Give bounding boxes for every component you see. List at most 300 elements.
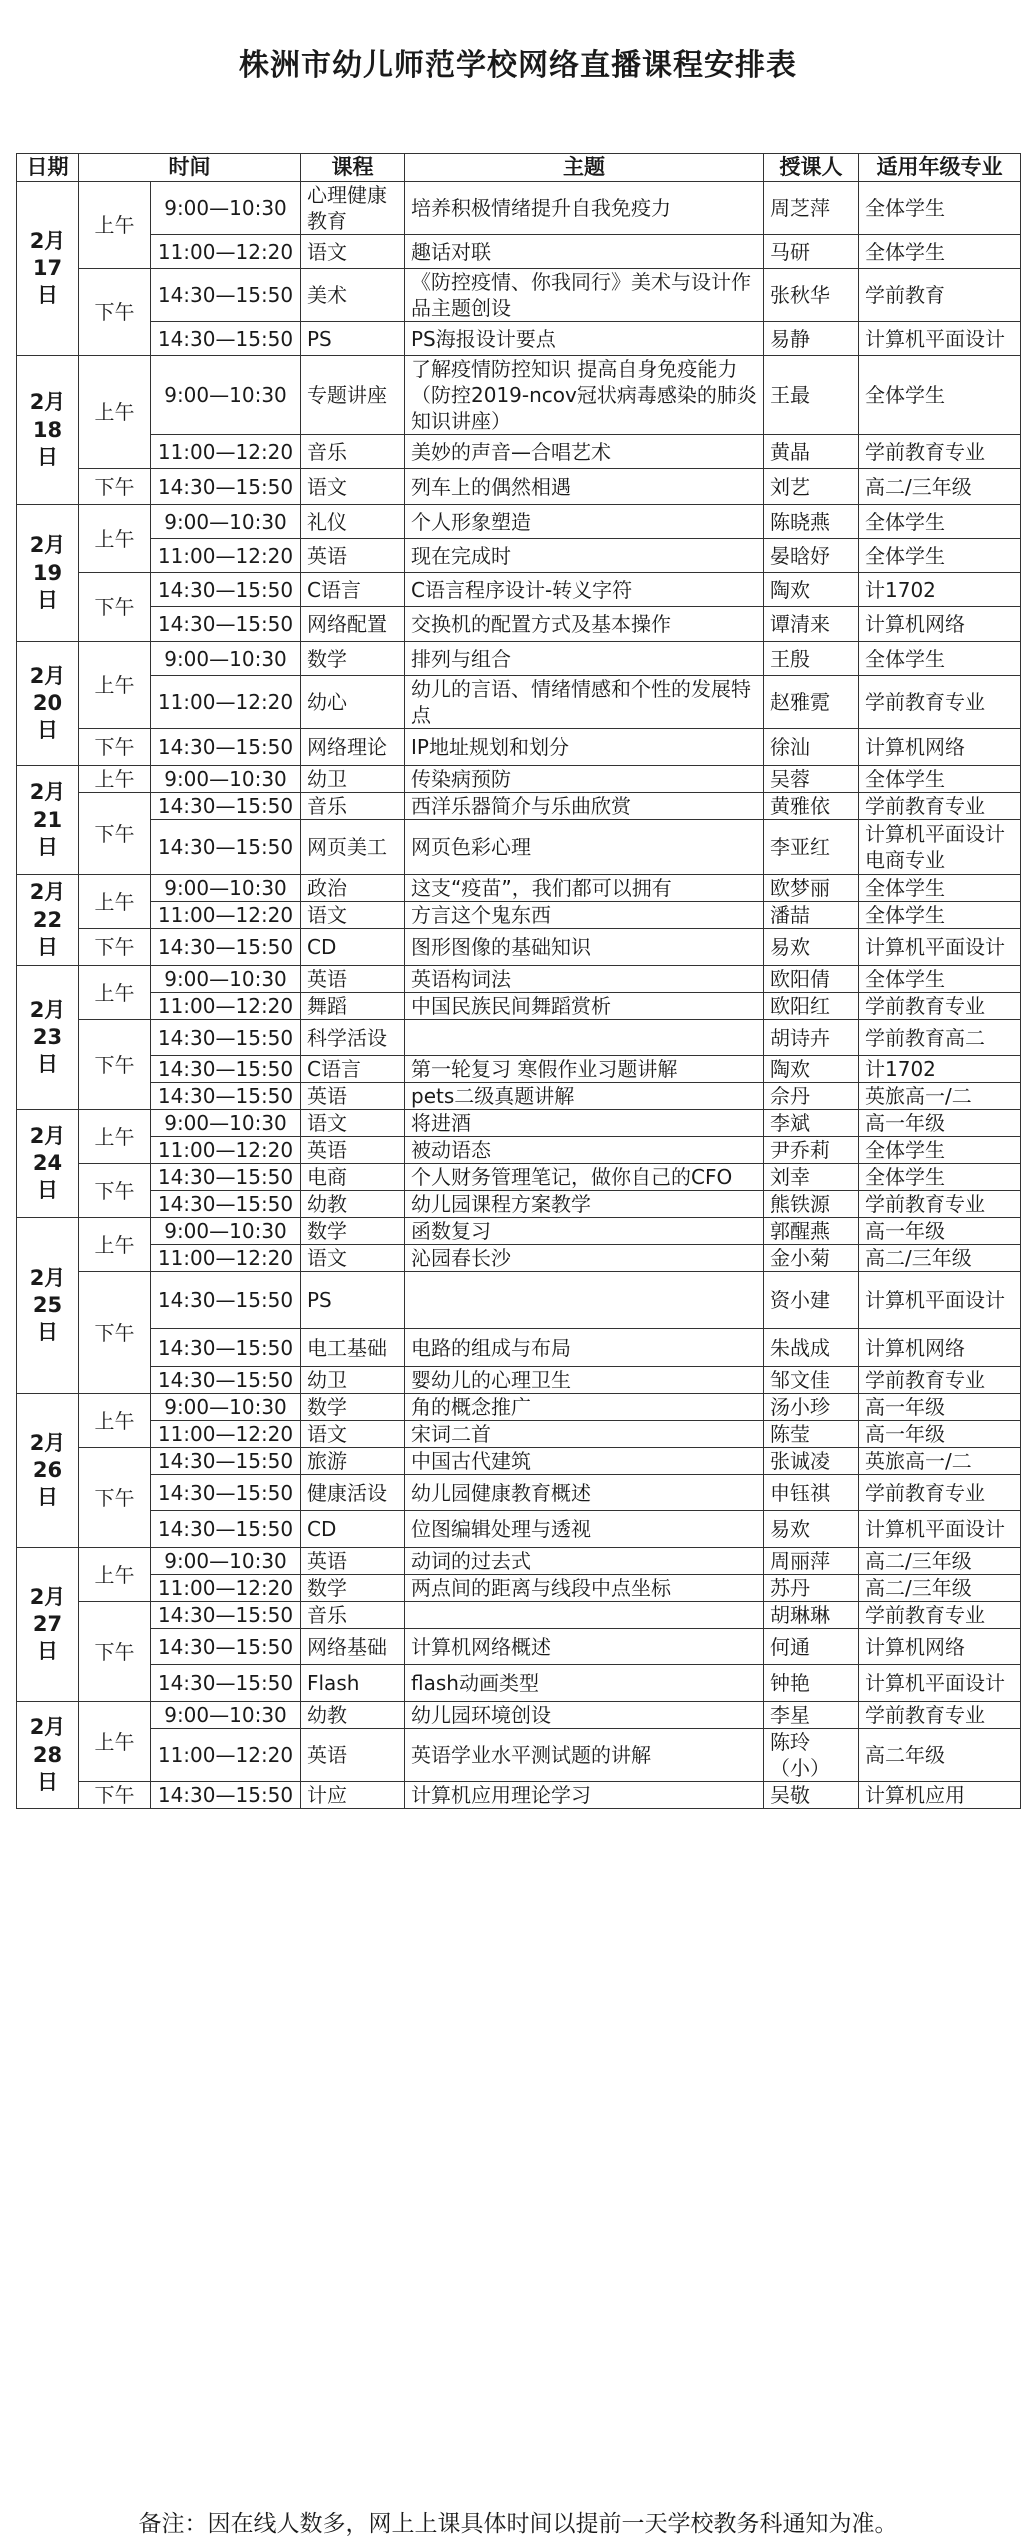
table-row [17, 1083, 1021, 1110]
period-cell: 下午 [79, 1272, 151, 1394]
period-cell: 上午 [79, 356, 151, 469]
course-cell: 礼仪 [301, 505, 405, 539]
date-line: 2月 [29, 997, 66, 1022]
date-line: 21 [32, 807, 63, 832]
date-line: 17 [32, 256, 63, 281]
teacher-cell: 陈晓燕 [764, 505, 859, 539]
grade-cell: 全体学生 [859, 1137, 1021, 1164]
date-line: 28 [32, 1742, 63, 1767]
time-cell: 14:30—15:50 [151, 1056, 301, 1083]
table-row [17, 573, 1021, 607]
teacher-cell: 郭醒燕 [764, 1218, 859, 1245]
grade-cell: 计算机平面设计 电商专业 [859, 820, 1021, 875]
topic-cell: 第一轮复习 寒假作业习题讲解 [405, 1056, 764, 1083]
time-cell: 9:00—10:30 [151, 875, 301, 902]
time-cell: 11:00—12:20 [151, 902, 301, 929]
date-line: 日 [37, 834, 58, 859]
grade-cell: 高一年级 [859, 1394, 1021, 1421]
time-cell: 14:30—15:50 [151, 1782, 301, 1809]
time-cell: 9:00—10:30 [151, 766, 301, 793]
topic-cell: 幼儿的言语、情绪情感和个性的发展特点 [405, 676, 764, 729]
course-cell: 健康活设 [301, 1475, 405, 1511]
teacher-cell: 胡琳琳 [764, 1602, 859, 1629]
course-cell: 语文 [301, 902, 405, 929]
time-cell: 14:30—15:50 [151, 573, 301, 607]
topic-cell: 这支“疫苗”，我们都可以拥有 [405, 875, 764, 902]
teacher-cell: 陈莹 [764, 1421, 859, 1448]
time-cell: 14:30—15:50 [151, 1511, 301, 1548]
teacher-cell: 李星 [764, 1702, 859, 1729]
time-cell: 14:30—15:50 [151, 729, 301, 766]
topic-cell: 美妙的声音—合唱艺术 [405, 435, 764, 469]
table-row [17, 322, 1021, 356]
grade-cell: 高一年级 [859, 1421, 1021, 1448]
time-cell: 14:30—15:50 [151, 322, 301, 356]
date-cell [17, 505, 79, 642]
table-row [17, 793, 1021, 820]
topic-cell: 宋词二首 [405, 1421, 764, 1448]
time-cell: 14:30—15:50 [151, 1367, 301, 1394]
date-line: 25 [32, 1293, 63, 1318]
course-cell: 美术 [301, 269, 405, 322]
topic-cell: 动词的过去式 [405, 1548, 764, 1575]
table-row [17, 966, 1021, 993]
table-row [17, 1448, 1021, 1475]
time-cell: 14:30—15:50 [151, 1475, 301, 1511]
date-cell [17, 642, 79, 766]
time-cell: 9:00—10:30 [151, 182, 301, 235]
time-cell: 14:30—15:50 [151, 1602, 301, 1629]
time-cell: 11:00—12:20 [151, 993, 301, 1020]
grade-cell: 全体学生 [859, 182, 1021, 235]
table-row [17, 1191, 1021, 1218]
time-cell: 14:30—15:50 [151, 1191, 301, 1218]
course-cell: 英语 [301, 1083, 405, 1110]
table-row [17, 435, 1021, 469]
table-row [17, 1629, 1021, 1665]
date-line: 日 [37, 1052, 58, 1077]
course-cell: 幼心 [301, 676, 405, 729]
time-cell: 14:30—15:50 [151, 793, 301, 820]
teacher-cell: 王最 [764, 356, 859, 435]
date-cell [17, 356, 79, 505]
date-line: 2月 [29, 228, 66, 253]
grade-cell: 全体学生 [859, 505, 1021, 539]
grade-cell: 高二/三年级 [859, 1548, 1021, 1575]
date-line: 日 [37, 1769, 58, 1794]
table-row [17, 1511, 1021, 1548]
course-cell: 语文 [301, 1110, 405, 1137]
teacher-cell: 黄晶 [764, 435, 859, 469]
date-cell [17, 875, 79, 966]
grade-cell: 学前教育专业 [859, 1367, 1021, 1394]
course-cell: 语文 [301, 1421, 405, 1448]
table-row [17, 1421, 1021, 1448]
grade-cell: 全体学生 [859, 1164, 1021, 1191]
date-line: 日 [37, 718, 58, 743]
period-cell: 上午 [79, 875, 151, 929]
period-cell: 下午 [79, 793, 151, 875]
teacher-cell: 王殷 [764, 642, 859, 676]
header-teacher: 授课人 [764, 154, 859, 182]
header-topic: 主题 [405, 154, 764, 182]
course-cell: 政治 [301, 875, 405, 902]
grade-cell: 学前教育专业 [859, 1602, 1021, 1629]
grade-cell: 学前教育高二 [859, 1020, 1021, 1056]
course-cell: 专题讲座 [301, 356, 405, 435]
topic-cell: 中国古代建筑 [405, 1448, 764, 1475]
grade-cell: 全体学生 [859, 356, 1021, 435]
grade-cell: 全体学生 [859, 966, 1021, 993]
period-cell: 上午 [79, 966, 151, 1020]
date-line: 2月 [29, 1715, 66, 1740]
course-cell: 数学 [301, 1575, 405, 1602]
teacher-cell: 张诚凌 [764, 1448, 859, 1475]
topic-cell: flash动画类型 [405, 1665, 764, 1702]
grade-cell: 全体学生 [859, 642, 1021, 676]
period-cell: 上午 [79, 505, 151, 573]
grade-cell: 全体学生 [859, 539, 1021, 573]
course-cell: 心理健康教育 [301, 182, 405, 235]
grade-cell: 学前教育专业 [859, 1702, 1021, 1729]
table-row [17, 929, 1021, 966]
period-cell: 下午 [79, 1164, 151, 1218]
grade-cell: 计1702 [859, 1056, 1021, 1083]
date-line: 2月 [29, 390, 66, 415]
table-row [17, 1782, 1021, 1809]
topic-cell: pets二级真题讲解 [405, 1083, 764, 1110]
grade-cell: 计1702 [859, 573, 1021, 607]
course-cell: 幼教 [301, 1191, 405, 1218]
time-cell: 14:30—15:50 [151, 1629, 301, 1665]
teacher-cell: 刘艺 [764, 469, 859, 505]
table-row [17, 766, 1021, 793]
time-cell: 9:00—10:30 [151, 1548, 301, 1575]
table-row [17, 1729, 1021, 1782]
time-cell: 14:30—15:50 [151, 820, 301, 875]
teacher-cell: 赵雅霓 [764, 676, 859, 729]
table-row [17, 1245, 1021, 1272]
teacher-cell: 钟艳 [764, 1665, 859, 1702]
course-cell: 语文 [301, 1245, 405, 1272]
grade-cell: 高二/三年级 [859, 1575, 1021, 1602]
topic-cell: 位图编辑处理与透视 [405, 1511, 764, 1548]
period-cell: 下午 [79, 1448, 151, 1548]
course-cell: 旅游 [301, 1448, 405, 1475]
topic-cell: 函数复习 [405, 1218, 764, 1245]
time-cell: 9:00—10:30 [151, 1110, 301, 1137]
time-cell: 11:00—12:20 [151, 435, 301, 469]
date-line: 日 [37, 283, 58, 308]
date-line: 27 [32, 1612, 63, 1637]
page-title: 株洲市幼儿师范学校网络直播课程安排表 [239, 48, 797, 83]
date-line: 24 [32, 1151, 63, 1176]
period-cell: 上午 [79, 1548, 151, 1602]
time-cell: 14:30—15:50 [151, 469, 301, 505]
grade-cell: 高一年级 [859, 1218, 1021, 1245]
table-row [17, 1602, 1021, 1629]
table-row [17, 356, 1021, 435]
course-cell: CD [301, 929, 405, 966]
teacher-cell: 徐汕 [764, 729, 859, 766]
time-cell: 14:30—15:50 [151, 1083, 301, 1110]
grade-cell: 计算机平面设计 [859, 1511, 1021, 1548]
grade-cell: 高一年级 [859, 1110, 1021, 1137]
time-cell: 14:30—15:50 [151, 1164, 301, 1191]
grade-cell: 学前教育专业 [859, 993, 1021, 1020]
course-cell: 电工基础 [301, 1329, 405, 1367]
course-cell: 网络配置 [301, 607, 405, 642]
table-row [17, 1137, 1021, 1164]
grade-cell: 全体学生 [859, 902, 1021, 929]
teacher-cell: 马研 [764, 235, 859, 269]
topic-cell: 交换机的配置方式及基本操作 [405, 607, 764, 642]
grade-cell: 全体学生 [859, 766, 1021, 793]
period-cell: 下午 [79, 269, 151, 356]
topic-cell: 趣话对联 [405, 235, 764, 269]
teacher-cell: 易欢 [764, 1511, 859, 1548]
course-cell: 幼卫 [301, 766, 405, 793]
teacher-cell: 李亚红 [764, 820, 859, 875]
table-row [17, 1218, 1021, 1245]
date-cell [17, 966, 79, 1110]
table-row [17, 902, 1021, 929]
topic-cell: C语言程序设计-转义字符 [405, 573, 764, 607]
grade-cell: 计算机网络 [859, 1629, 1021, 1665]
grade-cell: 计算机网络 [859, 1329, 1021, 1367]
period-cell: 上午 [79, 1218, 151, 1272]
table-row [17, 469, 1021, 505]
grade-cell: 英旅高一/二 [859, 1448, 1021, 1475]
teacher-cell: 谭清来 [764, 607, 859, 642]
period-cell: 下午 [79, 573, 151, 642]
teacher-cell: 黄雅依 [764, 793, 859, 820]
time-cell: 9:00—10:30 [151, 1218, 301, 1245]
period-cell: 上午 [79, 1702, 151, 1782]
topic-cell [405, 1020, 764, 1056]
table-row [17, 1548, 1021, 1575]
course-cell: 舞蹈 [301, 993, 405, 1020]
date-cell [17, 1394, 79, 1548]
grade-cell: 计算机平面设计 [859, 1665, 1021, 1702]
time-cell: 14:30—15:50 [151, 607, 301, 642]
topic-cell: 英语学业水平测试题的讲解 [405, 1729, 764, 1782]
teacher-cell: 佘丹 [764, 1083, 859, 1110]
date-line: 2月 [29, 1430, 66, 1455]
table-row [17, 1272, 1021, 1329]
table-row [17, 1367, 1021, 1394]
time-cell: 14:30—15:50 [151, 1272, 301, 1329]
date-line: 2月 [29, 1584, 66, 1609]
date-line: 2月 [29, 533, 66, 558]
table-row [17, 269, 1021, 322]
grade-cell: 学前教育专业 [859, 676, 1021, 729]
teacher-cell: 邹文佳 [764, 1367, 859, 1394]
period-cell: 上午 [79, 642, 151, 729]
teacher-cell: 尹乔莉 [764, 1137, 859, 1164]
topic-cell: 现在完成时 [405, 539, 764, 573]
grade-cell: 学前教育专业 [859, 1475, 1021, 1511]
table-row [17, 1164, 1021, 1191]
date-cell [17, 1702, 79, 1809]
course-cell: 数学 [301, 1394, 405, 1421]
topic-cell: 婴幼儿的心理卫生 [405, 1367, 764, 1394]
topic-cell: 幼儿园环境创设 [405, 1702, 764, 1729]
teacher-cell: 周丽萍 [764, 1548, 859, 1575]
table-row [17, 1575, 1021, 1602]
teacher-cell: 张秋华 [764, 269, 859, 322]
date-line: 2月 [29, 1265, 66, 1290]
time-cell: 9:00—10:30 [151, 1394, 301, 1421]
teacher-cell: 刘幸 [764, 1164, 859, 1191]
teacher-cell: 易欢 [764, 929, 859, 966]
table-row [17, 642, 1021, 676]
date-line: 20 [32, 691, 63, 716]
date-line: 日 [37, 934, 58, 959]
time-cell: 11:00—12:20 [151, 1575, 301, 1602]
grade-cell: 全体学生 [859, 875, 1021, 902]
topic-cell: 计算机网络概述 [405, 1629, 764, 1665]
header-row [17, 154, 1021, 182]
teacher-cell: 欧阳倩 [764, 966, 859, 993]
schedule-table [16, 153, 1021, 1809]
time-cell: 11:00—12:20 [151, 1137, 301, 1164]
date-cell [17, 1548, 79, 1702]
teacher-cell: 易静 [764, 322, 859, 356]
topic-cell: 幼儿园健康教育概述 [405, 1475, 764, 1511]
time-cell: 11:00—12:20 [151, 539, 301, 573]
course-cell: 数学 [301, 642, 405, 676]
course-cell: CD [301, 1511, 405, 1548]
topic-cell: 英语构词法 [405, 966, 764, 993]
grade-cell: 学前教育专业 [859, 435, 1021, 469]
course-cell: 音乐 [301, 793, 405, 820]
time-cell: 14:30—15:50 [151, 1020, 301, 1056]
date-line: 22 [32, 907, 63, 932]
topic-cell: 沁园春长沙 [405, 1245, 764, 1272]
course-cell: 英语 [301, 966, 405, 993]
period-cell: 上午 [79, 1394, 151, 1448]
time-cell: 14:30—15:50 [151, 1329, 301, 1367]
topic-cell: 西洋乐器简介与乐曲欣赏 [405, 793, 764, 820]
teacher-cell: 苏丹 [764, 1575, 859, 1602]
time-cell: 14:30—15:50 [151, 1448, 301, 1475]
topic-cell: 方言这个鬼东西 [405, 902, 764, 929]
table-row [17, 182, 1021, 235]
header-date: 日期 [17, 154, 79, 182]
time-cell: 9:00—10:30 [151, 642, 301, 676]
date-line: 19 [32, 560, 63, 585]
period-cell: 上午 [79, 766, 151, 793]
table-row [17, 1329, 1021, 1367]
teacher-cell: 何通 [764, 1629, 859, 1665]
topic-cell: 图形图像的基础知识 [405, 929, 764, 966]
date-cell [17, 1110, 79, 1218]
course-cell: 网页美工 [301, 820, 405, 875]
time-cell: 9:00—10:30 [151, 505, 301, 539]
topic-cell: 传染病预防 [405, 766, 764, 793]
table-row [17, 1110, 1021, 1137]
time-cell: 11:00—12:20 [151, 1245, 301, 1272]
topic-cell: 《防控疫情、你我同行》美术与设计作品主题创设 [405, 269, 764, 322]
teacher-cell: 朱战成 [764, 1329, 859, 1367]
course-cell: 网络基础 [301, 1629, 405, 1665]
time-cell: 9:00—10:30 [151, 356, 301, 435]
topic-cell: 角的概念推广 [405, 1394, 764, 1421]
topic-cell: 列车上的偶然相遇 [405, 469, 764, 505]
time-cell: 11:00—12:20 [151, 676, 301, 729]
course-cell: PS [301, 1272, 405, 1329]
teacher-cell: 金小菊 [764, 1245, 859, 1272]
course-cell: 电商 [301, 1164, 405, 1191]
teacher-cell: 晏晗妤 [764, 539, 859, 573]
course-cell: 音乐 [301, 435, 405, 469]
table-row [17, 505, 1021, 539]
table-row [17, 1702, 1021, 1729]
table-row [17, 1475, 1021, 1511]
time-cell: 11:00—12:20 [151, 235, 301, 269]
table-row [17, 1020, 1021, 1056]
topic-cell: 个人财务管理笔记，做你自己的CFO [405, 1164, 764, 1191]
topic-cell: 中国民族民间舞蹈赏析 [405, 993, 764, 1020]
grade-cell: 计算机平面设计 [859, 1272, 1021, 1329]
date-line: 2月 [29, 663, 66, 688]
topic-cell: 排列与组合 [405, 642, 764, 676]
time-cell: 14:30—15:50 [151, 1665, 301, 1702]
date-line: 日 [37, 1178, 58, 1203]
date-line: 2月 [29, 780, 66, 805]
teacher-cell: 陈玲（小） [764, 1729, 859, 1782]
topic-cell: 了解疫情防控知识 提高自身免疫能力（防控2019-ncov冠状病毒感染的肺炎知识讲座） [405, 356, 764, 435]
teacher-cell: 胡诗卉 [764, 1020, 859, 1056]
course-cell: 英语 [301, 1548, 405, 1575]
teacher-cell: 潘喆 [764, 902, 859, 929]
time-cell: 11:00—12:20 [151, 1421, 301, 1448]
date-line: 23 [32, 1025, 63, 1050]
grade-cell: 学前教育专业 [859, 1191, 1021, 1218]
course-cell: Flash [301, 1665, 405, 1702]
table-row [17, 235, 1021, 269]
course-cell: 幼卫 [301, 1367, 405, 1394]
teacher-cell: 熊铁源 [764, 1191, 859, 1218]
table-row [17, 1394, 1021, 1421]
teacher-cell: 周芝萍 [764, 182, 859, 235]
course-cell: 语文 [301, 235, 405, 269]
date-line: 日 [37, 444, 58, 469]
teacher-cell: 陶欢 [764, 573, 859, 607]
header-grade: 适用年级专业 [859, 154, 1021, 182]
date-line: 2月 [29, 880, 66, 905]
teacher-cell: 欧梦丽 [764, 875, 859, 902]
table-row [17, 729, 1021, 766]
course-cell: C语言 [301, 1056, 405, 1083]
grade-cell: 计算机网络 [859, 729, 1021, 766]
date-line: 日 [37, 1485, 58, 1510]
topic-cell: 幼儿园课程方案教学 [405, 1191, 764, 1218]
date-line: 26 [32, 1458, 63, 1483]
period-cell: 上午 [79, 1110, 151, 1164]
course-cell: C语言 [301, 573, 405, 607]
topic-cell: 培养积极情绪提升自我免疫力 [405, 182, 764, 235]
date-cell [17, 182, 79, 356]
table-row [17, 875, 1021, 902]
course-cell: 语文 [301, 469, 405, 505]
table-row [17, 676, 1021, 729]
topic-cell: 电路的组成与布局 [405, 1329, 764, 1367]
teacher-cell: 吴敬 [764, 1782, 859, 1809]
time-cell: 14:30—15:50 [151, 269, 301, 322]
period-cell: 上午 [79, 182, 151, 269]
